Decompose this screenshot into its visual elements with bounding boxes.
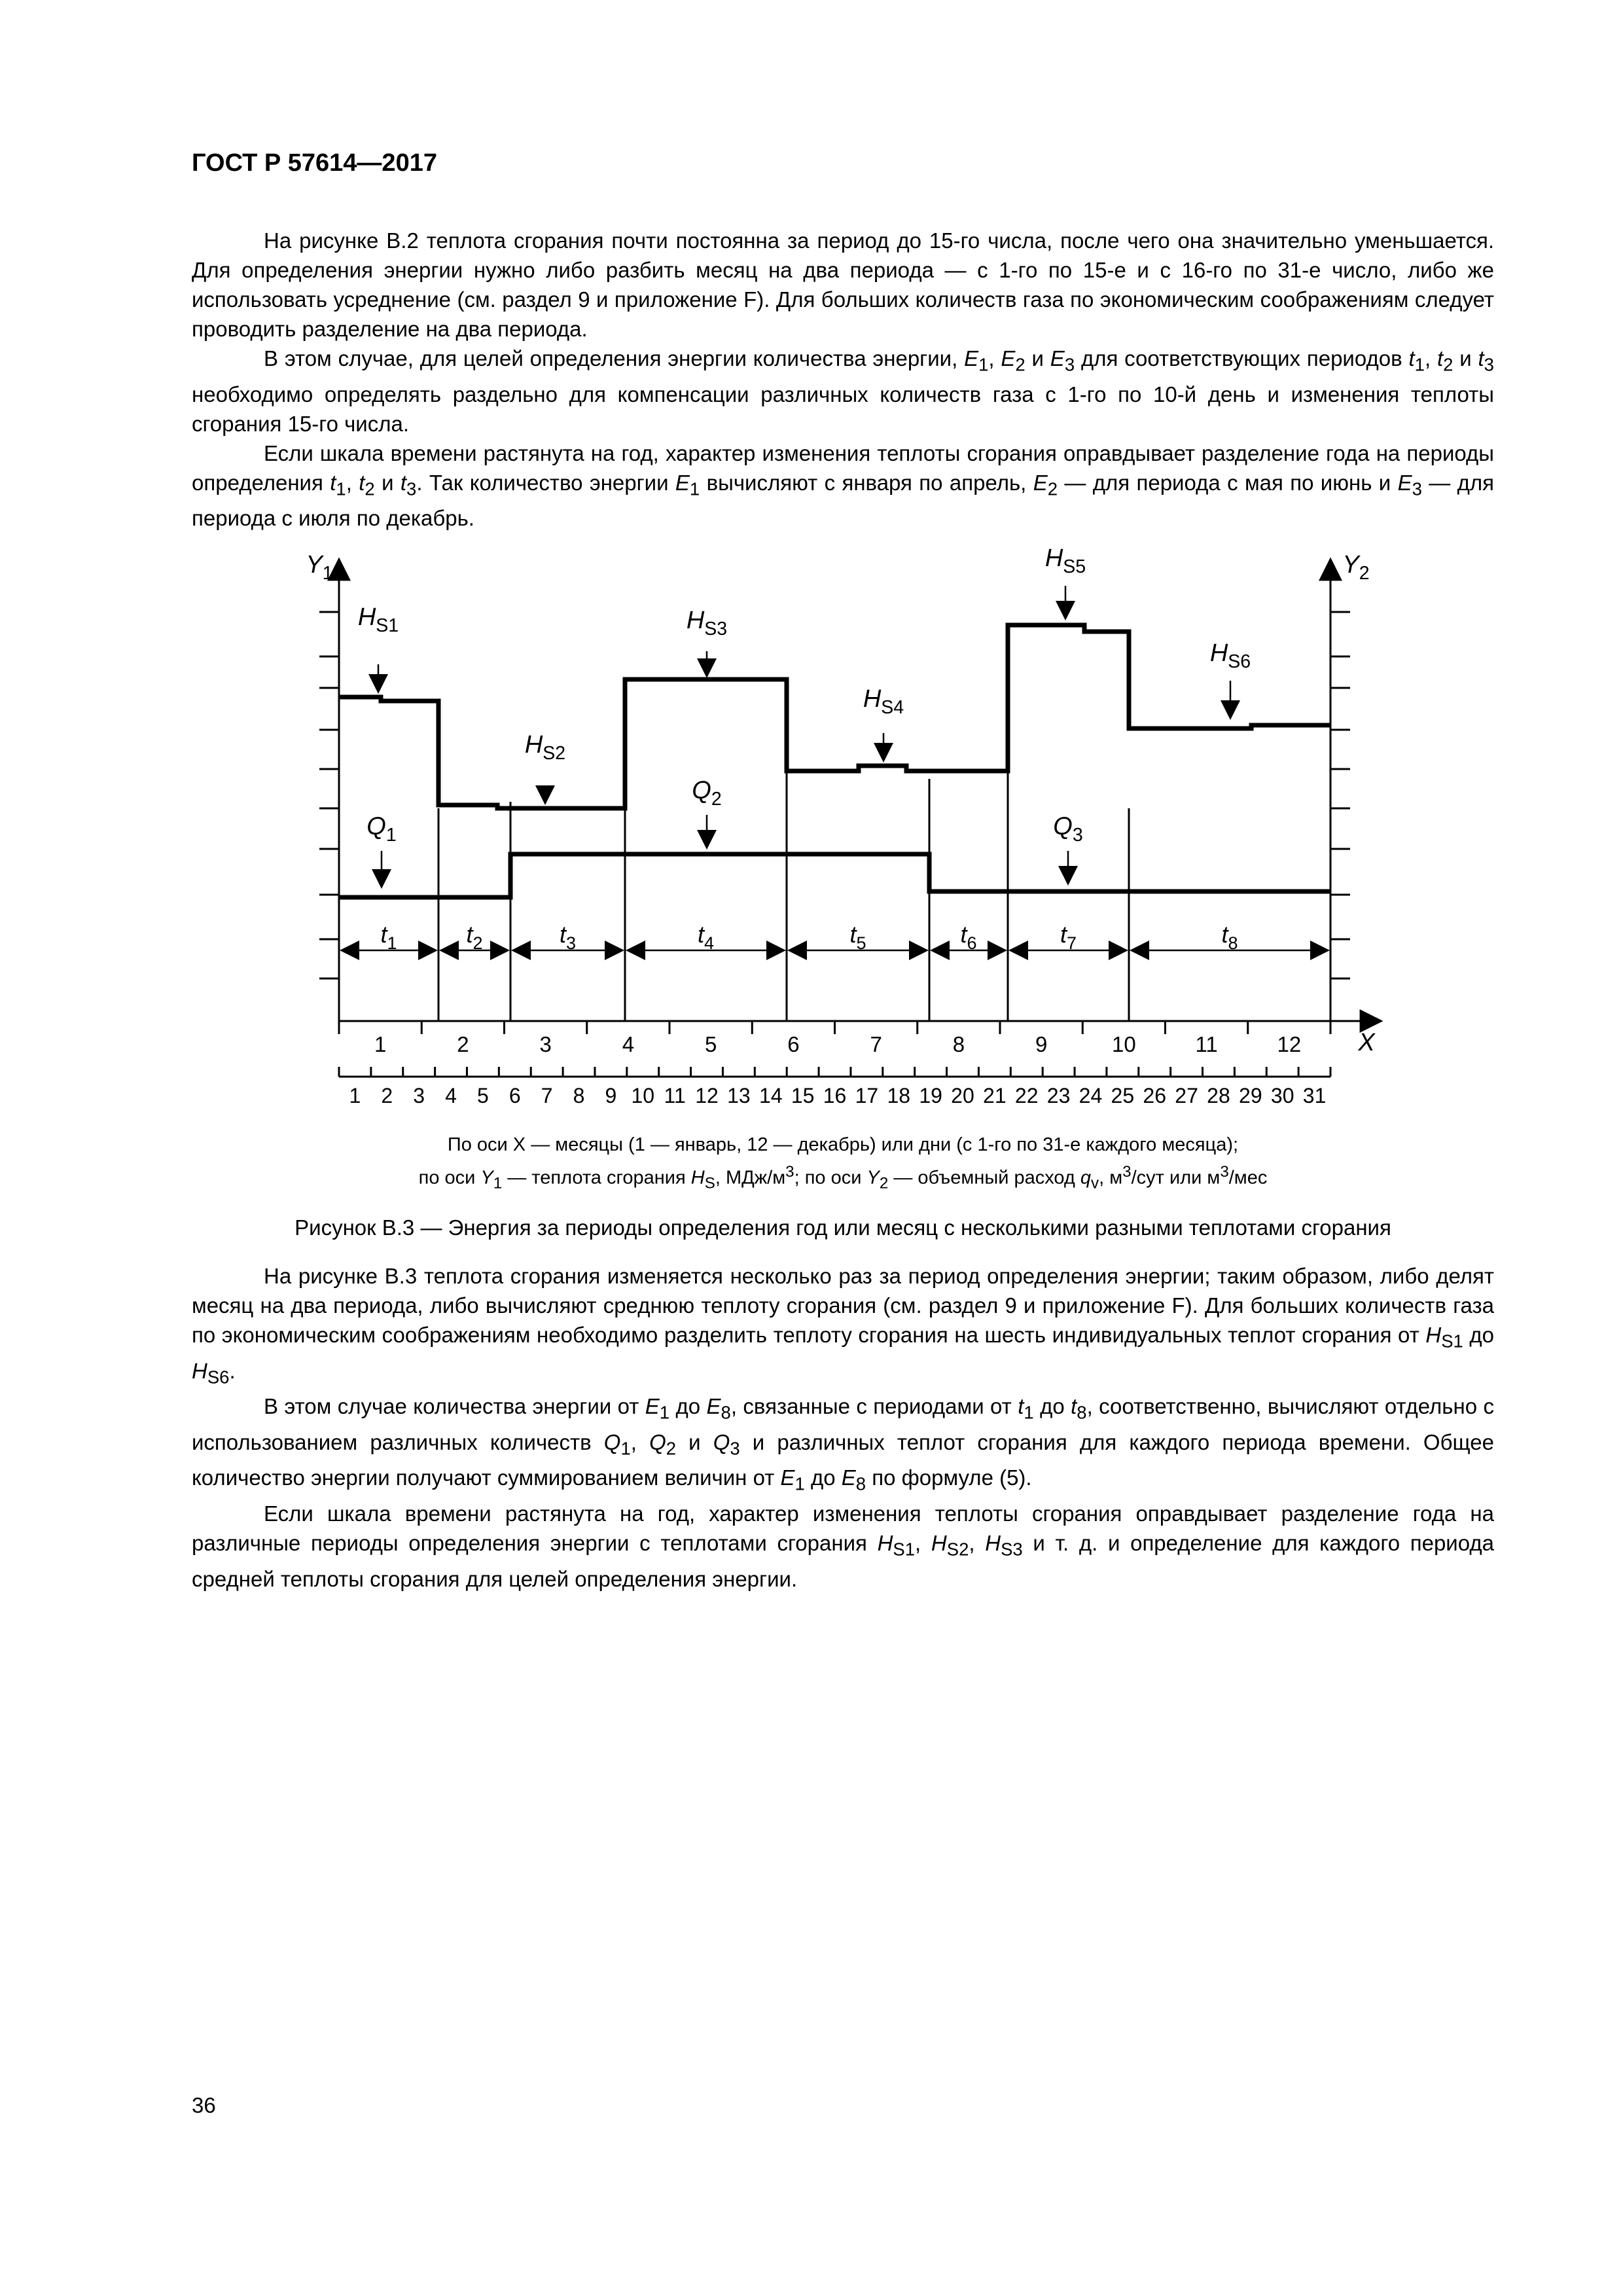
day-label: 3 (413, 1084, 425, 1107)
series-lines (339, 625, 1330, 897)
period-label: $t_1$ (380, 921, 397, 953)
day-label: 5 (477, 1084, 489, 1107)
q-series-line (339, 854, 1330, 897)
day-label: 15 (791, 1084, 815, 1107)
figure-b3 (0, 547, 1623, 1201)
day-label: 31 (1302, 1084, 1327, 1107)
q-label: $Q_3$ (1053, 813, 1083, 846)
day-label: 4 (445, 1084, 457, 1107)
day-label: 23 (1046, 1084, 1071, 1107)
day-label: 1 (349, 1084, 361, 1107)
month-label: 1 (374, 1032, 387, 1056)
day-label: 10 (631, 1084, 655, 1107)
day-label: 26 (1143, 1084, 1167, 1107)
month-label: 11 (1195, 1032, 1218, 1056)
month-label: 12 (1277, 1032, 1302, 1056)
q-label: $Q_1$ (366, 813, 397, 846)
day-label: 16 (823, 1084, 847, 1107)
month-label: 10 (1112, 1032, 1136, 1056)
month-label: 2 (457, 1032, 469, 1056)
day-label: 22 (1014, 1084, 1039, 1107)
month-label: 7 (870, 1032, 882, 1056)
paragraph: В этом случае количества энергии от $E_1$ до $E_8$, связанные с периодами от $t_1$ до $t_8$, соответственно, вычисляют отдельно с использованием различных количеств $Q_1$, $Q_2$ и $Q_3$ и различных теплот сгорания для каждого периода времени. Общее количество энергии получают суммированием величин от $E_1$ до $E_8$ по формуле (5). (192, 1394, 1494, 1494)
day-label: 2 (381, 1084, 393, 1107)
document-header: ГОСТ Р 57614—2017 (192, 149, 437, 177)
hs-label: $H_{S1}$ (357, 603, 399, 636)
figure-title: Рисунок В.3 — Энергия за периоды определения год или месяц с несколькими разными теплотами сгорания (294, 1215, 1391, 1240)
day-label: 17 (855, 1084, 879, 1107)
y1-axis-label: $Y_1$ (306, 551, 333, 584)
hs-label: $H_{S4}$ (863, 685, 904, 718)
day-label: 7 (541, 1084, 553, 1107)
period-label: $t_3$ (559, 921, 577, 953)
period-label: $t_6$ (960, 921, 977, 953)
period-label: $t_2$ (466, 921, 483, 953)
day-label: 25 (1111, 1084, 1135, 1107)
month-label: 5 (704, 1032, 717, 1056)
hs-label: $H_{S5}$ (1044, 547, 1086, 577)
figure-legend (192, 1131, 1494, 1197)
intro-text (192, 226, 1494, 533)
month-label: 8 (952, 1032, 965, 1056)
hs-label: $H_{S6}$ (1209, 639, 1251, 672)
month-label: 4 (622, 1032, 635, 1056)
paragraph: В этом случае, для целей определения энергии количества энергии, $E_1$, $E_2$ и $E_3$ для соответствующих периодов $t_1$, $t_2$ и $t_3$ необходимо определять раздельно для компенсации различных количеств газа с 1-го по 10-й день и изменения теплоты сгорания 15-го числа. (192, 346, 1494, 436)
period-label: $t_5$ (849, 921, 866, 953)
hs-label: $H_{S2}$ (524, 731, 566, 764)
day-label: 14 (758, 1084, 783, 1107)
period-label: $t_4$ (697, 921, 715, 953)
month-label: 3 (539, 1032, 552, 1056)
hs-label: $H_{S3}$ (686, 607, 728, 639)
figure-labels (306, 547, 1376, 1107)
day-label: 18 (887, 1084, 911, 1107)
y2-axis-label: $Y_2$ (1342, 551, 1370, 584)
month-label: 6 (787, 1032, 800, 1056)
legend-line-1: По оси X — месяцы (1 — январь, 12 — декабрь) или дни (с 1-го по 31-е каждого месяца); (447, 1134, 1239, 1155)
period-label: $t_7$ (1060, 921, 1077, 953)
month-label: 9 (1035, 1032, 1048, 1056)
paragraph: На рисунке В.3 теплота сгорания изменяется несколько раз за период определения энергии; таким образом, либо делят месяц на два периода, либо вычисляют среднюю теплоту сгорания (см. раздел 9 и приложение F). Для больших количеств газа по экономическим соображениям необходимо разделить теплоту сгорания на шесть индивидуальных теплот сгорания от $H_{S1}$ до $H_{S6}$. (192, 1264, 1494, 1388)
day-label: 9 (605, 1084, 617, 1107)
paragraph: На рисунке В.2 теплота сгорания почти постоянна за период до 15-го числа, после чего она значительно уменьшается. Для определения энергии нужно либо разбить месяц на два периода — с 1-го по 15-е и с 16-го по 31-е число, либо же использовать усреднение (см. раздел 9 и приложение F). Для больших количеств газа по экономическим соображениям следует проводить разделение на два периода. (192, 228, 1494, 341)
axes (319, 560, 1381, 1077)
page-number: 36 (192, 2093, 216, 2117)
legend-line-2: по оси $Y_1$ — теплота сгорания $H_S$, МДж/$м^3$; по оси $Y_2$ — объемный расход $q_v$, $м^3$/сут или $м^3$/мес (418, 1163, 1268, 1193)
day-label: 11 (664, 1084, 686, 1107)
paragraph: Если шкала времени растянута на год, характер изменения теплоты сгорания оправдывает разделение года на периоды определения $t_1$, $t_2$ и $t_3$. Так количество энергии $E_1$ вычисляют с января по апрель, $E_2$ — для периода с мая по июнь и $E_3$ — для периода с июля по декабрь. (192, 440, 1494, 531)
day-label: 12 (695, 1084, 719, 1107)
hs-series-line (339, 625, 1330, 808)
day-label: 27 (1175, 1084, 1198, 1107)
day-label: 29 (1239, 1084, 1262, 1107)
day-label: 6 (508, 1084, 521, 1107)
period-label: $t_8$ (1221, 921, 1238, 953)
x-axis-label: X (1358, 1029, 1375, 1056)
day-label: 13 (727, 1084, 751, 1107)
day-label: 20 (951, 1084, 974, 1107)
q-label: $Q_2$ (692, 777, 722, 810)
step-chart (0, 547, 1623, 1201)
day-label: 8 (573, 1084, 585, 1107)
day-label: 30 (1270, 1084, 1294, 1107)
day-label: 19 (919, 1084, 942, 1107)
day-label: 21 (983, 1084, 1007, 1107)
outro-text (192, 1261, 1494, 1594)
day-label: 28 (1207, 1084, 1230, 1107)
paragraph: Если шкала времени растянута на год, характер изменения теплоты сгорания оправдывает разделение года на различные периоды определения энергии с теплотами сгорания $H_{S1}$, $H_{S2}$, $H_{S3}$ и т. д. и определение для каждого периода средней теплоты сгорания для целей определения энергии. (192, 1501, 1494, 1591)
day-label: 24 (1079, 1084, 1103, 1107)
